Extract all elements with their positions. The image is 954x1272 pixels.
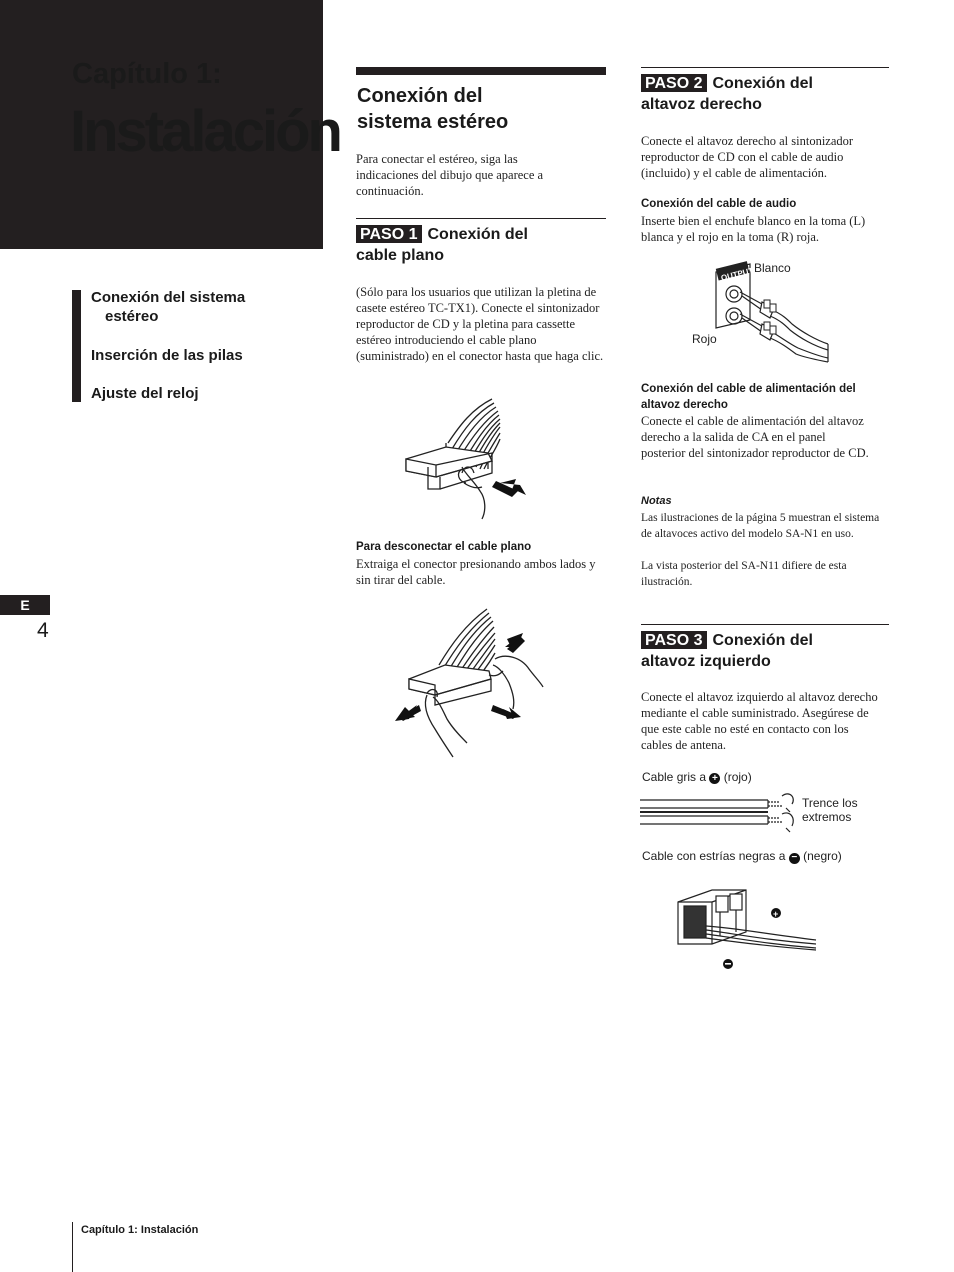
section-title-line1: Conexión del xyxy=(357,85,483,107)
label-rojo: Rojo xyxy=(692,332,717,346)
svg-text:+: + xyxy=(773,909,779,919)
notes-1: Las ilustraciones de la página 5 muestran el sistema de altavoces activo del modelo SA-N1 en uso. xyxy=(641,512,880,540)
step3-title-a: Conexión del xyxy=(712,632,813,649)
label-trence: Trence los extremos xyxy=(802,796,858,824)
label-cable-gris-b: (rojo) xyxy=(723,770,752,784)
speaker-cable-illustration xyxy=(640,788,800,836)
footer-text: Capítulo 1: Instalación xyxy=(81,1224,199,1236)
audio-cable-body: Inserte bien el enchufe blanco en la toma (L) blanca y el rojo en la toma (R) roja. xyxy=(641,214,866,244)
label-blanco: Blanco xyxy=(754,261,791,275)
disconnect-body: Extraiga el conector presionando ambos lados y sin tirar del cable. xyxy=(356,557,596,587)
plus-icon: + xyxy=(709,773,720,784)
disconnect-title: Para desconectar el cable plano xyxy=(356,541,532,553)
toc-item-label: Conexión del sistema xyxy=(91,289,246,306)
label-cable-negro-b: (negro) xyxy=(803,849,842,863)
audio-cable-title: Conexión del cable de audio xyxy=(641,198,797,210)
step1-rule xyxy=(356,218,606,219)
notes-title: Notas xyxy=(641,495,672,507)
step3-badge: PASO 3 xyxy=(641,631,707,649)
step3-title-b: altavoz izquierdo xyxy=(641,653,771,670)
toc-item-label: Inserción de las pilas xyxy=(91,347,243,364)
step2-badge: PASO 2 xyxy=(641,74,707,92)
audio-output-illustration xyxy=(712,262,834,372)
step1-body: (Sólo para los usuarios que utilizan la pletina de casete estéreo TC-TX1). Conecte el sintonizador reproductor de CD y la pletina para cassette estéreo introduciendo el cable plano (suministrado) en el conector hasta que haga clic. xyxy=(356,285,604,363)
step1-heading xyxy=(356,224,606,266)
flat-cable-disconnect-illustration xyxy=(395,605,550,760)
section-intro: Para conectar el estéreo, siga las indicaciones del dibujo que aparece a continuación. xyxy=(356,152,544,198)
power-cable-body: Conecte el cable de alimentación del altavoz derecho a la salida de CA en el panel posterior del sintonizador reproductor de CD. xyxy=(641,414,869,460)
notes-2: La vista posterior del SA-N11 difiere de esta ilustración. xyxy=(641,560,847,588)
toc-item-conexion[interactable] xyxy=(91,288,245,326)
step1-badge: PASO 1 xyxy=(356,225,422,243)
page-number: 4 xyxy=(37,619,49,642)
step2-body: Conecte el altavoz derecho al sintonizador reproductor de CD con el cable de audio (incluido) y el cable de alimentación. xyxy=(641,134,854,180)
step3-heading xyxy=(641,630,891,672)
minus-icon: − xyxy=(789,853,800,864)
step2-title-b: altavoz derecho xyxy=(641,96,762,113)
output-label: OUTPUT xyxy=(720,265,755,283)
toc-item-label-cont: estéreo xyxy=(105,308,159,325)
chapter-label: Capítulo 1: xyxy=(72,58,222,90)
section-title xyxy=(357,83,607,135)
step3-body: Conecte el altavoz izquierdo al altavoz derecho mediante el cable suministrado. Asegúrese de que este cable no esté en contacto con los cables de antena. xyxy=(641,690,878,752)
step2-title-a: Conexión del xyxy=(712,75,813,92)
section-rule xyxy=(356,67,606,75)
label-cable-gris-a: Cable gris a xyxy=(642,770,707,784)
language-badge: E xyxy=(0,595,50,615)
toc-item-pilas[interactable] xyxy=(91,346,243,365)
step2-heading xyxy=(641,73,891,115)
label-cable-negro xyxy=(642,849,842,864)
step1-title-a: Conexión del xyxy=(427,226,528,243)
label-cable-negro-a: Cable con estrías negras a xyxy=(642,849,786,863)
toc-bar xyxy=(72,290,81,402)
speaker-terminal-illustration xyxy=(676,884,826,974)
section-title-line2: sistema estéreo xyxy=(357,111,509,133)
power-cable-title: Conexión del cable de alimentación del altavoz derecho xyxy=(641,383,856,411)
step2-rule xyxy=(641,67,889,68)
chapter-title: Instalación xyxy=(70,99,340,164)
flat-cable-connect-illustration xyxy=(400,395,530,523)
toc-item-reloj[interactable] xyxy=(91,384,199,403)
step3-rule xyxy=(641,624,889,625)
footer-rule xyxy=(72,1222,73,1272)
toc-item-label: Ajuste del reloj xyxy=(91,385,199,402)
label-cable-gris xyxy=(642,770,752,784)
step1-title-b: cable plano xyxy=(356,247,445,264)
